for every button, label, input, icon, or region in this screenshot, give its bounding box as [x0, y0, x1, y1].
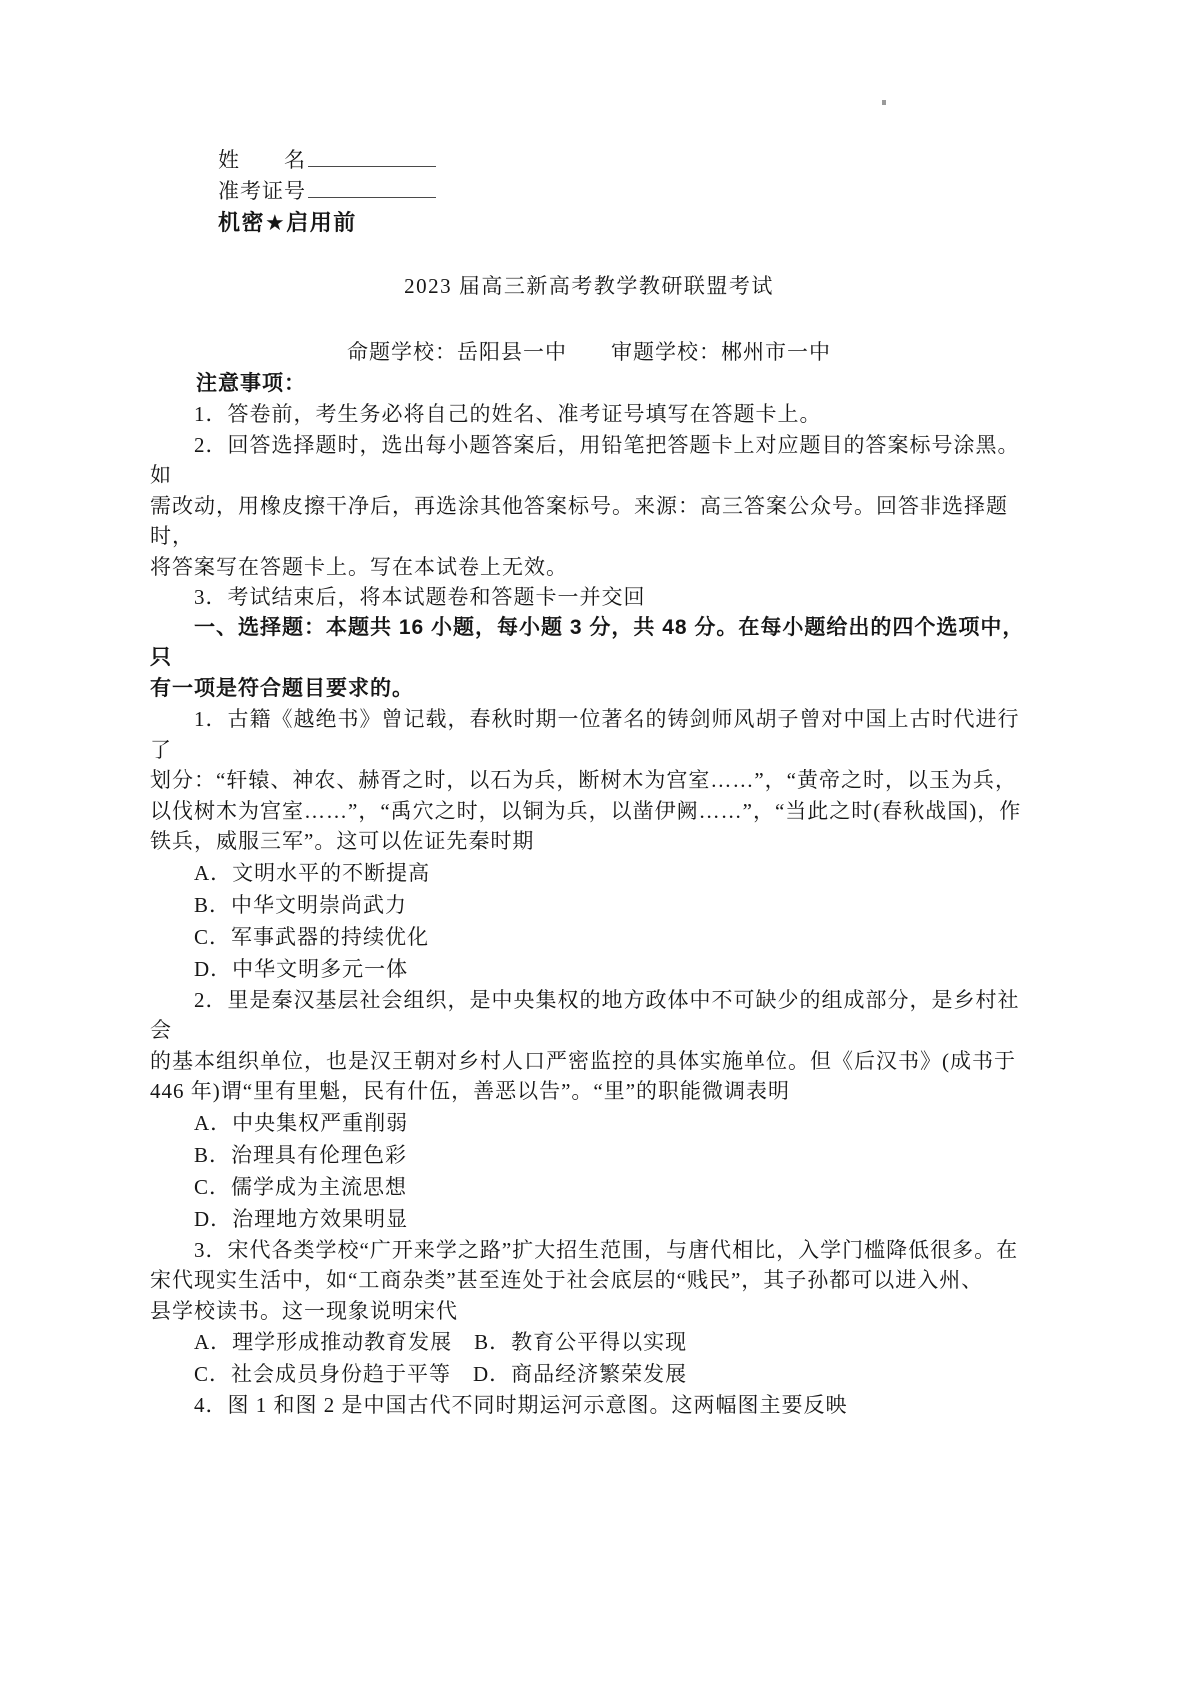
option-line: B．中华文明崇尚武力 — [150, 892, 408, 917]
name-label: 姓 名 — [218, 148, 306, 172]
question-2-options — [150, 1107, 1028, 1235]
section-heading-line: 有一项是符合题目要求的。 — [150, 676, 414, 700]
notice-line: 2．回答选择题时，选出每小题答案后，用铅笔把答题卡上对应题目的答案标号涂黑。如 — [150, 432, 1020, 487]
notice-line: 需改动，用橡皮擦干净后，再选涂其他答案标号。来源：高三答案公众号。回答非选择题时， — [150, 493, 1008, 548]
exam-no-field — [218, 176, 1028, 207]
question-stem-line: 3．宋代各类学校“广开来学之路”扩大招生范围，与唐代相比，入学门槛降低很多。在 — [150, 1237, 1019, 1262]
exam-no-blank-line — [308, 177, 436, 198]
option-line: A．理学形成推动教育发展 B．教育公平得以实现 — [150, 1330, 688, 1354]
question-stem-line: 以伐树木为宫室……”，“禹穴之时，以铜为兵，以凿伊阙……”，“当此之时(春秋战国)，作 — [150, 798, 1022, 823]
question-4-stem — [150, 1390, 1028, 1421]
confidential-label: 机密★启用前 — [218, 210, 357, 235]
question-stem-line: 1．古籍《越绝书》曾记载，春秋时期一位著名的铸剑师风胡子曾对中国上古时代进行了 — [150, 707, 1020, 762]
name-field — [218, 145, 1028, 176]
notice-heading: 注意事项： — [196, 372, 306, 395]
question-3-options — [150, 1326, 1028, 1390]
option-line: C．军事武器的持续优化 — [150, 924, 430, 949]
notice-line: 3．考试结束后，将本试题卷和答题卡一并交回 — [150, 585, 646, 609]
option-line: C．社会成员身份趋于平等 D．商品经济繁荣发展 — [150, 1362, 688, 1386]
option-line: D．中华文明多元一体 — [150, 956, 409, 981]
question-stem-line: 4．图 1 和图 2 是中国古代不同时期运河示意图。这两幅图主要反映 — [150, 1393, 848, 1417]
section-heading-line: 一、选择题：本题共 16 小题，每小题 3 分，共 48 分。在每小题给出的四个选项中，只 — [150, 615, 1025, 669]
notice-list — [150, 399, 1028, 613]
question-2 — [150, 985, 1028, 1235]
question-stem-line: 的基本组织单位，也是汉王朝对乡村人口严密监控的具体实施单位。但《后汉书》(成书于 — [150, 1048, 1016, 1073]
schools-line: 命题学校：岳阳县一中 审题学校：郴州市一中 — [347, 340, 831, 364]
option-line: B．治理具有伦理色彩 — [150, 1142, 408, 1167]
question-1-options — [150, 857, 1028, 985]
candidate-info-block — [150, 145, 1028, 238]
option-line: C．儒学成为主流思想 — [150, 1174, 408, 1199]
question-2-stem — [150, 985, 1028, 1107]
name-blank-line — [308, 146, 436, 167]
option-line: D．治理地方效果明显 — [150, 1206, 409, 1231]
question-4 — [150, 1390, 1028, 1421]
question-stem-line: 划分：“轩辕、神农、赫胥之时，以石为兵，断树木为宫室……”，“黄帝之时，以玉为兵， — [150, 768, 1017, 792]
question-stem-line: 宋代现实生活中，如“工商杂类”甚至连处于社会底层的“贱民”，其子孙都可以进入州、 — [150, 1268, 984, 1292]
notice-line: 1．答卷前，考生务必将自己的姓名、准考证号填写在答题卡上。 — [150, 402, 822, 426]
notice-line: 将答案写在答题卡上。写在本试卷上无效。 — [150, 554, 568, 579]
question-stem-line: 县学校读书。这一现象说明宋代 — [150, 1298, 458, 1323]
question-3-stem — [150, 1235, 1028, 1327]
question-3 — [150, 1235, 1028, 1391]
question-stem-line: 铁兵，威服三军”。这可以佐证先秦时期 — [150, 829, 535, 853]
option-line: A．文明水平的不断提高 — [150, 860, 431, 885]
exam-no-label: 准考证号 — [218, 179, 306, 203]
question-1-stem — [150, 704, 1028, 857]
section-heading — [150, 613, 1028, 705]
question-stem-line: 446 年)谓“里有里魁，民有什伍，善恶以告”。“里”的职能微调表明 — [150, 1079, 791, 1103]
question-stem-line: 2．里是秦汉基层社会组织，是中央集权的地方政体中不可缺少的组成部分，是乡村社会 — [150, 987, 1020, 1042]
exam-title: 2023 届高三新高考教学教研联盟考试 — [404, 274, 774, 298]
question-1 — [150, 704, 1028, 985]
option-line: A．中央集权严重削弱 — [150, 1110, 409, 1135]
scan-speck — [882, 100, 886, 105]
